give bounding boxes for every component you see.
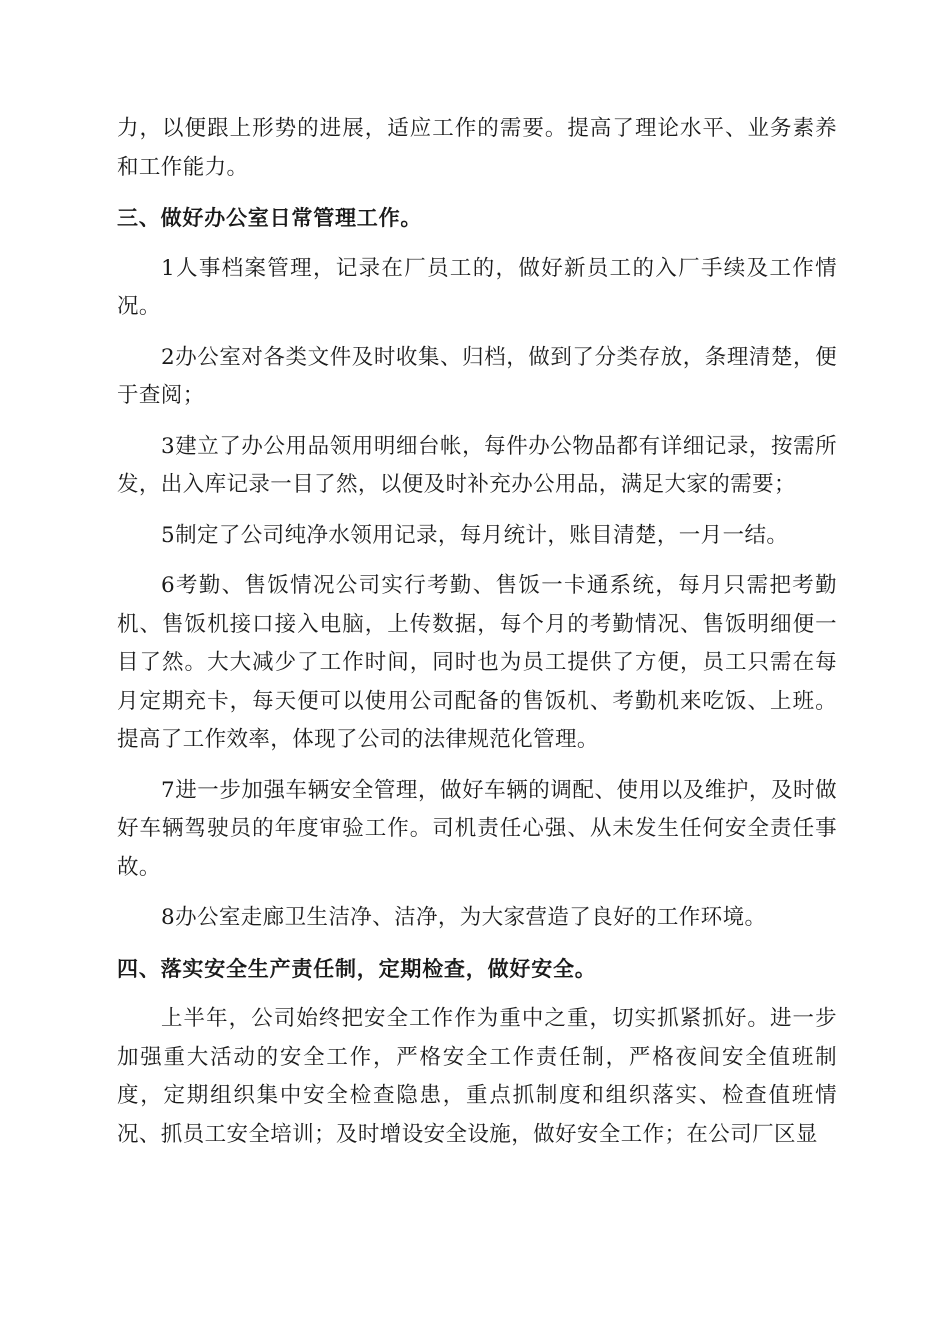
paragraph-safety: 上半年，公司始终把安全工作作为重中之重，切实抓紧抓好。进一步加强重大活动的安全工作，严格安全工作责任制，严格夜间安全值班制度，定期组织集中安全检查隐患，重点抓制度和组织落实、检查值班情况、抓员工安全培训；及时增设安全设施，做好安全工作；在公司厂区显 [117, 1006, 837, 1147]
section-heading-4: 四、落实安全生产责任制，定期检查，做好安全。 [117, 956, 597, 981]
list-item-3: 3建立了办公用品领用明细台帐，每件办公物品都有详细记录，按需所发，出入库记录一目了然，以便及时补充办公用品，满足大家的需要； [117, 433, 837, 497]
paragraph-continuation-block [117, 110, 837, 187]
paragraph-safety-block [117, 1000, 837, 1154]
list-item-2-block [117, 339, 837, 416]
list-item-6-block [117, 567, 837, 760]
document-body [117, 110, 837, 1166]
list-item-6: 6考勤、售饭情况公司实行考勤、售饭一卡通系统，每月只需把考勤机、售饭机接口接入电脑，上传数据，每个月的考勤情况、售饭明细便一目了然。大大减少了工作时间，同时也为员工提供了方便，员工只需在每月定期充卡，每天便可以使用公司配备的售饭机、考勤机来吃饭、上班。提高了工作效率，体现了公司的法律规范化管理。 [117, 573, 837, 752]
list-item-2: 2办公室对各类文件及时收集、归档，做到了分类存放，条理清楚，便于查阅； [117, 344, 837, 408]
list-item-3-block [117, 428, 837, 505]
list-item-7-block [117, 772, 837, 888]
paragraph-continuation: 力，以便跟上形势的进展，适应工作的需要。提高了理论水平、业务素养和工作能力。 [117, 116, 837, 180]
list-item-5-block [117, 517, 837, 556]
list-item-8: 8办公室走廊卫生洁净、洁净，为大家营造了良好的工作环境。 [161, 905, 767, 930]
list-item-8-block [117, 899, 837, 938]
list-item-7: 7进一步加强车辆安全管理，做好车辆的调配、使用以及维护，及时做好车辆驾驶员的年度审验工作。司机责任心强、从未发生任何安全责任事故。 [117, 777, 837, 880]
list-item-1-block [117, 250, 837, 327]
section-heading-3-block [117, 199, 837, 238]
list-item-5: 5制定了公司纯净水领用记录，每月统计，账目清楚，一月一结。 [161, 522, 789, 548]
list-item-1: 1人事档案管理，记录在厂员工的，做好新员工的入厂手续及工作情况。 [117, 255, 837, 319]
section-heading-4-block [117, 950, 837, 989]
section-heading-3: 三、做好办公室日常管理工作。 [117, 206, 423, 230]
